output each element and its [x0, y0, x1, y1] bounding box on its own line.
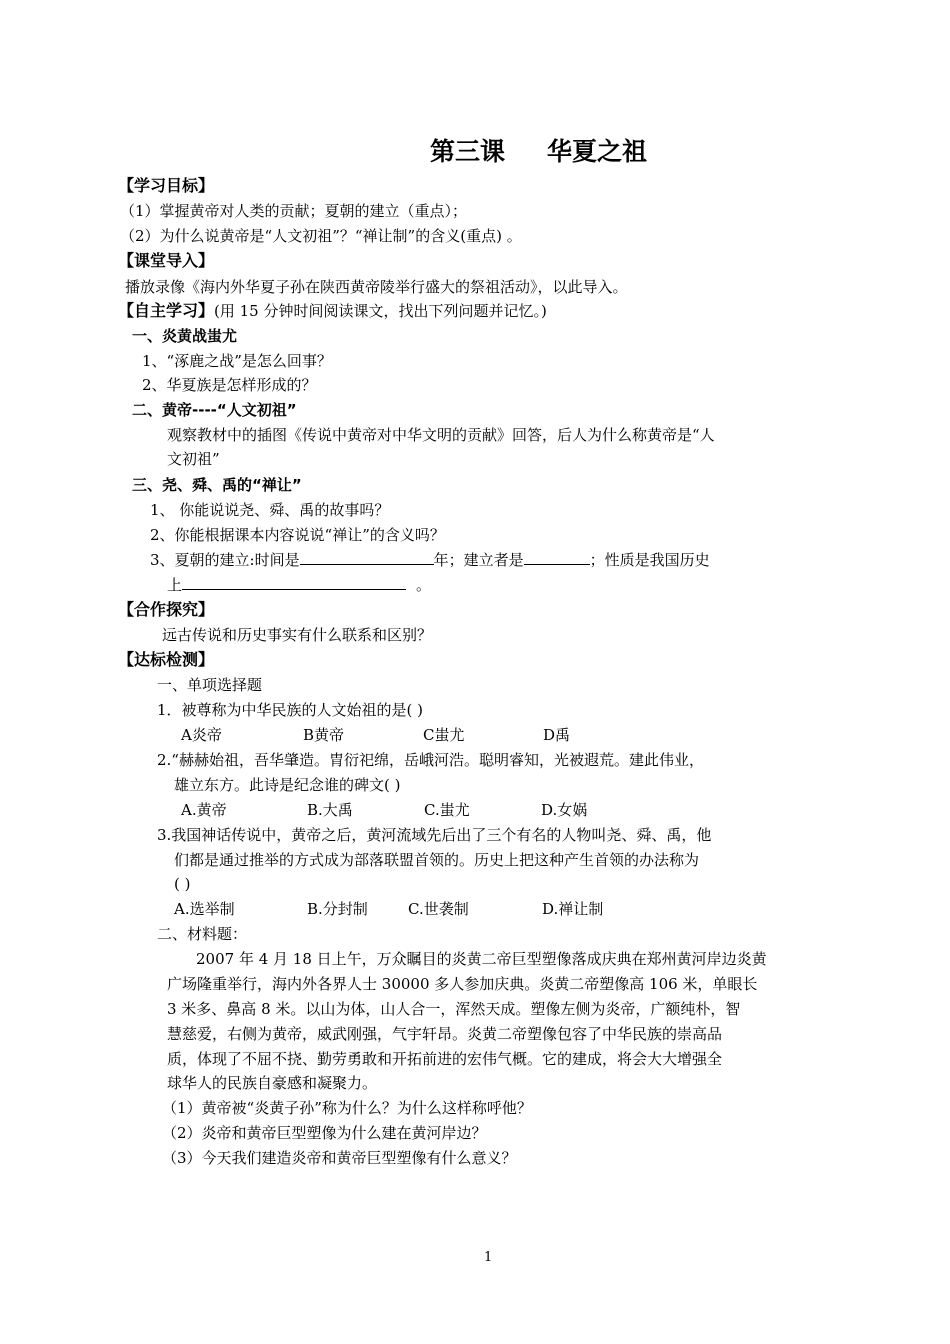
self-study-heading-line: [118, 300, 547, 322]
material-line-1: 2007 年 4 月 18 日上午，万众瞩目的炎黄二帝巨型塑像落成庆典在郑州黄河岸边炎黄: [196, 950, 767, 968]
section-3-item-1: 1、 你能说说尧、舜、禹的故事吗？: [150, 501, 390, 519]
q3-text-c: ；性质是我国历史: [589, 551, 710, 569]
objective-2: （2）为什么说黄帝是“人文初祖”？“禅让制”的含义(重点) 。: [120, 227, 522, 245]
q3-text-d: 上: [167, 576, 183, 594]
q2-option-b[interactable]: B.大禹: [307, 801, 353, 819]
part2-title: 二、材料题：: [157, 925, 248, 943]
section-2-title: 二、黄帝----“人文初祖”: [132, 401, 297, 419]
q3-stem-3: ( ): [174, 875, 191, 893]
section-3-item-2: 2、你能根据课本内容说说“禅让”的含义吗？: [150, 526, 445, 544]
blank-time[interactable]: [300, 549, 434, 565]
blank-founder[interactable]: [524, 549, 590, 565]
title-part2: 华夏之祖: [547, 137, 648, 166]
q3-stem-2: 们都是通过推举的方式成为部落联盟首领的。历史上把这种产生首领的办法称为: [174, 851, 700, 869]
part1-title: 一、单项选择题: [157, 676, 263, 694]
q2-options: [181, 799, 587, 821]
title-part1: 第三课: [430, 137, 506, 166]
q3-option-b[interactable]: B.分封制: [307, 900, 368, 918]
section-3-title: 三、尧、舜、禹的“禅让”: [132, 476, 302, 494]
page-title: [430, 132, 647, 168]
material-line-2: 广场隆重举行，海内外各界人士 30000 多人参加庆典。炎黄二帝塑像高 106 米，单眼长: [167, 975, 758, 993]
intro-text: 播放录像《海内外华夏子孙在陕西黄帝陵举行盛大的祭祖活动》，以此导入。: [125, 278, 628, 296]
q3-option-a[interactable]: A.选举制: [174, 900, 235, 918]
q1-option-d[interactable]: D禹: [543, 726, 571, 744]
intro-heading: 【课堂导入】: [118, 251, 215, 270]
section-2-text-1: 观察教材中的插图《传说中黄帝对中华文明的贡献》回答，后人为什么称黄帝是“人: [167, 426, 715, 444]
section-1-title: 一、炎黄战蚩尤: [132, 327, 238, 345]
q3-text-a: 3、夏朝的建立:时间是: [150, 551, 300, 569]
material-question-3: （3）今天我们建造炎帝和黄帝巨型塑像有什么意义？: [162, 1149, 517, 1167]
q1-option-c[interactable]: C蚩尤: [423, 726, 465, 744]
section-3-item-3-cont: [167, 574, 431, 596]
material-line-5: 质，体现了不屈不挠、勤劳勇敢和开拓前进的宏伟气概。它的建成，将会大大增强全: [167, 1050, 723, 1068]
q2-option-a[interactable]: A.黄帝: [181, 801, 227, 819]
self-study-heading: 【自主学习】: [118, 301, 215, 320]
q2-option-c[interactable]: C.蚩尤: [424, 801, 470, 819]
objectives-heading: 【学习目标】: [118, 176, 215, 195]
cooperate-text: 远古传说和历史事实有什么联系和区别？: [162, 626, 433, 644]
section-2-text-2: 文初祖”: [167, 450, 220, 468]
q3-stem-1: 3.我国神话传说中，黄帝之后，黄河流域先后出了三个有名的人物叫尧、舜、禹，他: [157, 826, 712, 844]
q3-option-d[interactable]: D.禅让制: [542, 900, 604, 918]
q2-option-d[interactable]: D.女娲: [541, 801, 588, 819]
section-3-item-3: [150, 549, 710, 571]
self-study-note: (用 15 分钟时间阅读课文，找出下列问题并记忆。): [214, 302, 547, 320]
test-heading: 【达标检测】: [118, 650, 215, 669]
material-question-2: （2）炎帝和黄帝巨型塑像为什么建在黄河岸边？: [162, 1124, 487, 1142]
material-line-6: 球华人的民族自豪感和凝聚力。: [167, 1074, 378, 1092]
section-1-item-1: 1、“涿鹿之战”是怎么回事？: [142, 352, 332, 370]
material-question-1: （1）黄帝被“炎黄子孙”称为什么？为什么这样称呼他？: [162, 1099, 532, 1117]
objective-1: （1）掌握黄帝对人类的贡献；夏朝的建立（重点）；: [120, 202, 468, 220]
q1-options: [181, 724, 570, 746]
section-1-item-2: 2、华夏族是怎样形成的？: [142, 376, 317, 394]
q1-option-a[interactable]: A炎帝: [181, 726, 222, 744]
cooperate-heading: 【合作探究】: [118, 600, 215, 619]
blank-nature[interactable]: [182, 574, 406, 590]
q3-text-e: 。: [416, 576, 432, 594]
q1-option-b[interactable]: B黄帝: [303, 726, 345, 744]
material-line-3: 3 米多、鼻高 8 米。以山为体，山人合一，浑然天成。塑像左侧为炎帝，广额纯朴，智: [167, 1000, 741, 1018]
page-number: 1: [484, 1250, 493, 1265]
q1-stem: 1．被尊称为中华民族的人文始祖的是( ): [157, 701, 424, 719]
q2-stem-1: 2.“赫赫始祖，吾华肇造。胄衍祀绵，岳峨河浩。聪明睿知，光被遐荒。建此伟业，: [157, 751, 704, 769]
q3-text-b: 年；建立者是: [433, 551, 524, 569]
q3-options: [174, 898, 603, 920]
q3-option-c[interactable]: C.世袭制: [408, 900, 469, 918]
material-line-4: 慧慈爱，右侧为黄帝，威武刚强，气宇轩昂。炎黄二帝塑像包容了中华民族的崇高品: [167, 1025, 723, 1043]
q2-stem-2: 雄立东方。此诗是纪念谁的碑文( ): [174, 776, 401, 794]
